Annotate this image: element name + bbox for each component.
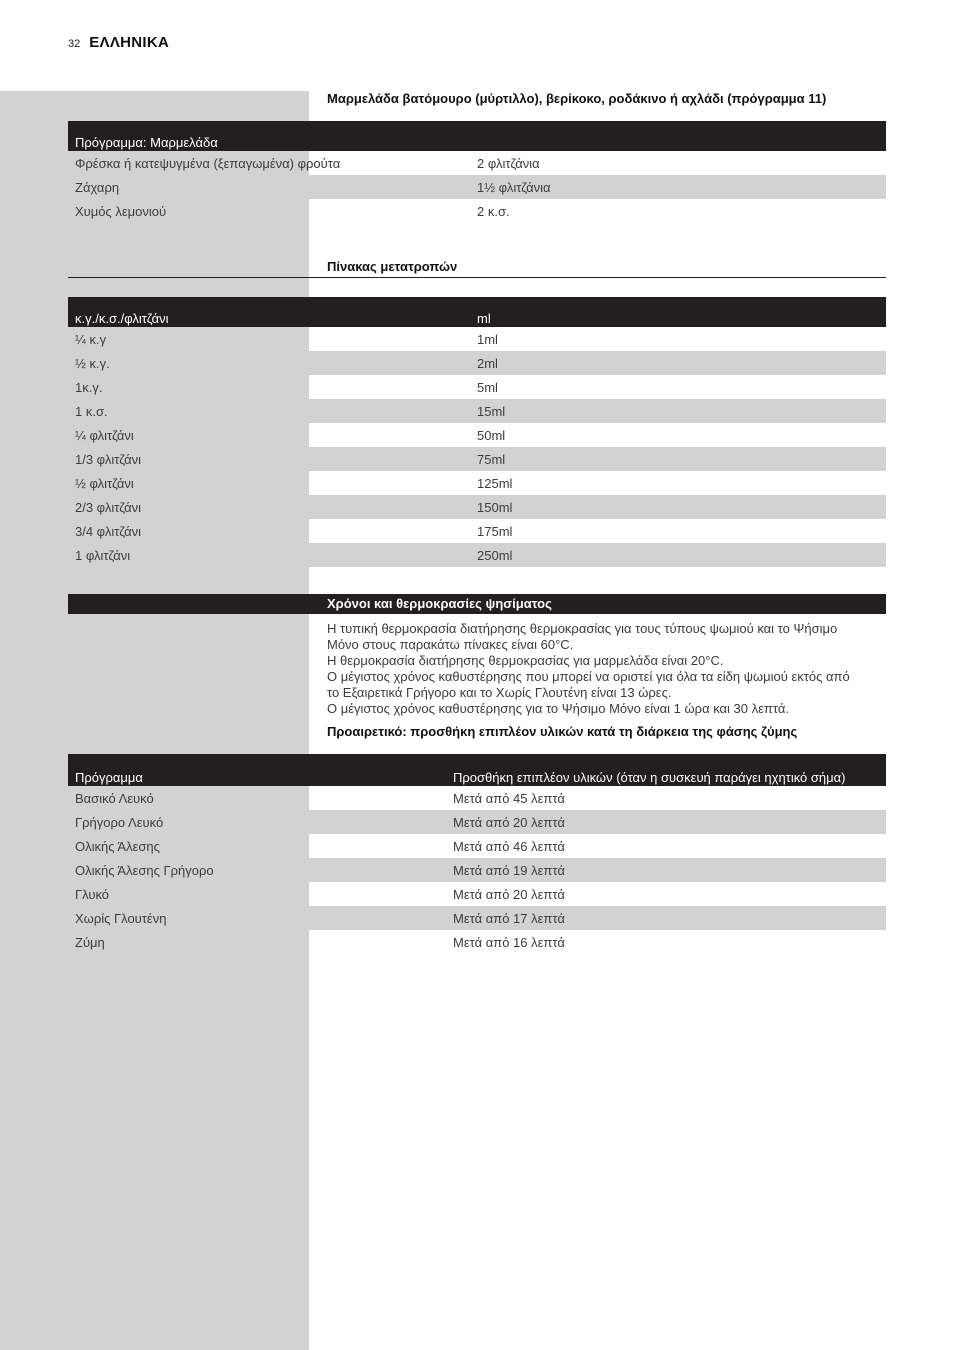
- ingredients-table: [68, 754, 886, 954]
- table-cell: 50ml: [477, 427, 506, 443]
- conversion-section-title: Πίνακας μετατροπών: [327, 259, 458, 274]
- paragraph-line: το Εξαιρετικά Γρήγορο και το Χωρίς Γλουτένη είναι 13 ώρες.: [327, 685, 672, 700]
- table-row: [68, 834, 886, 858]
- table-cell: 175ml: [477, 523, 513, 539]
- table-cell: 1 φλιτζάνι: [75, 547, 131, 563]
- table-row: [68, 423, 886, 447]
- table-row: [68, 327, 886, 351]
- table-header-cell: Πρόγραμμα: [75, 770, 143, 785]
- paragraph-line: Ο μέγιστος χρόνος καθυστέρησης για το Ψήσιμο Μόνο είναι 1 ώρα και 30 λεπτά.: [327, 701, 789, 716]
- table-cell: Ζάχαρη: [75, 179, 120, 195]
- table-cell: 2 φλιτζάνια: [477, 155, 540, 171]
- table-header-cell: Προσθήκη επιπλέον υλικών (όταν η συσκευή παράγει ηχητικό σήμα): [453, 770, 846, 785]
- table-row: [68, 399, 886, 423]
- table-row: [68, 351, 886, 375]
- table-cell: Ζύμη: [75, 934, 105, 950]
- table-row: [68, 906, 886, 930]
- table-cell: Γλυκό: [75, 886, 110, 902]
- table-cell: ½ φλιτζάνι: [75, 475, 134, 491]
- jam-table: [68, 121, 886, 223]
- table-cell: 15ml: [477, 403, 506, 419]
- table-cell: 1 κ.σ.: [75, 403, 108, 419]
- sidebar-panel: [0, 91, 309, 1350]
- table-header-cell: ml: [477, 311, 491, 326]
- table-cell: 1ml: [477, 331, 498, 347]
- table-header-row: [68, 754, 886, 786]
- table-row: [68, 447, 886, 471]
- table-cell: Μετά από 17 λεπτά: [453, 910, 565, 926]
- times-paragraph: [327, 621, 887, 717]
- table-cell: 125ml: [477, 475, 513, 491]
- table-header-cell: Πρόγραμμα: Μαρμελάδα: [75, 135, 218, 150]
- table-cell: Ολικής Άλεσης Γρήγορο: [75, 862, 214, 878]
- table-row: [68, 930, 886, 954]
- optional-ingredients-title: Προαιρετικό: προσθήκη επιπλέον υλικών κατά τη διάρκεια της φάσης ζύμης: [327, 724, 798, 739]
- table-row: [68, 375, 886, 399]
- times-section-title: Χρόνοι και θερμοκρασίες ψησίματος: [327, 596, 552, 611]
- table-row: [68, 199, 886, 223]
- table-row: [68, 519, 886, 543]
- table-cell: ¼ κ.γ: [75, 331, 107, 347]
- table-row: [68, 858, 886, 882]
- table-cell: 2ml: [477, 355, 498, 371]
- table-header-row: [68, 121, 886, 151]
- table-cell: ¼ φλιτζάνι: [75, 427, 134, 443]
- table-cell: 3/4 φλιτζάνι: [75, 523, 141, 539]
- table-cell: 1κ.γ.: [75, 379, 103, 395]
- page-language: ΕΛΛΗΝΙΚΑ: [89, 34, 170, 51]
- table-row: [68, 151, 886, 175]
- table-cell: 250ml: [477, 547, 513, 563]
- table-cell: Μετά από 20 λεπτά: [453, 814, 565, 830]
- jam-section-title: Μαρμελάδα βατόμουρο (μύρτιλλο), βερίκοκο, ροδάκινο ή αχλάδι (πρόγραμμα 11): [327, 91, 827, 106]
- table-cell: Βασικό Λευκό: [75, 790, 154, 806]
- table-cell: 150ml: [477, 499, 513, 515]
- table-row: [68, 810, 886, 834]
- section-divider: [68, 277, 886, 278]
- table-header-cell: κ.γ./κ.σ./φλιτζάνι: [75, 311, 169, 326]
- table-cell: 2 κ.σ.: [477, 203, 510, 219]
- conversion-table: [68, 297, 886, 567]
- table-cell: Μετά από 19 λεπτά: [453, 862, 565, 878]
- paragraph-line: Ο μέγιστος χρόνος καθυστέρησης που μπορεί να οριστεί για όλα τα είδη ψωμιού εκτός από: [327, 669, 850, 684]
- table-cell: 1½ φλιτζάνια: [477, 179, 551, 195]
- table-row: [68, 882, 886, 906]
- table-row: [68, 471, 886, 495]
- table-cell: Μετά από 16 λεπτά: [453, 934, 565, 950]
- table-cell: 1/3 φλιτζάνι: [75, 451, 141, 467]
- table-cell: Μετά από 45 λεπτά: [453, 790, 565, 806]
- table-cell: 5ml: [477, 379, 498, 395]
- table-row: [68, 175, 886, 199]
- table-cell: Μετά από 46 λεπτά: [453, 838, 565, 854]
- table-cell: Χωρίς Γλουτένη: [75, 910, 167, 926]
- table-cell: Μετά από 20 λεπτά: [453, 886, 565, 902]
- table-cell: Γρήγορο Λευκό: [75, 814, 164, 830]
- paragraph-line: Η τυπική θερμοκρασία διατήρησης θερμοκρασίας για τους τύπους ψωμιού και το Ψήσιμο: [327, 621, 838, 636]
- table-cell: Ολικής Άλεσης: [75, 838, 160, 854]
- page-header: [68, 34, 169, 52]
- page-number: 32: [68, 38, 81, 50]
- table-cell: 2/3 φλιτζάνι: [75, 499, 141, 515]
- table-row: [68, 495, 886, 519]
- table-cell: Φρέσκα ή κατεψυγμένα (ξεπαγωμένα) φρούτα: [75, 155, 341, 171]
- paragraph-line: Η θερμοκρασία διατήρησης θερμοκρασίας για μαρμελάδα είναι 20°C.: [327, 653, 724, 668]
- paragraph-line: Μόνο στους παρακάτω πίνακες είναι 60°C.: [327, 637, 574, 652]
- table-cell: 75ml: [477, 451, 506, 467]
- times-section-bar: [68, 594, 886, 614]
- table-cell: Χυμός λεμονιού: [75, 203, 167, 219]
- table-cell: ½ κ.γ.: [75, 355, 110, 371]
- table-row: [68, 543, 886, 567]
- table-header-row: [68, 297, 886, 327]
- table-row: [68, 786, 886, 810]
